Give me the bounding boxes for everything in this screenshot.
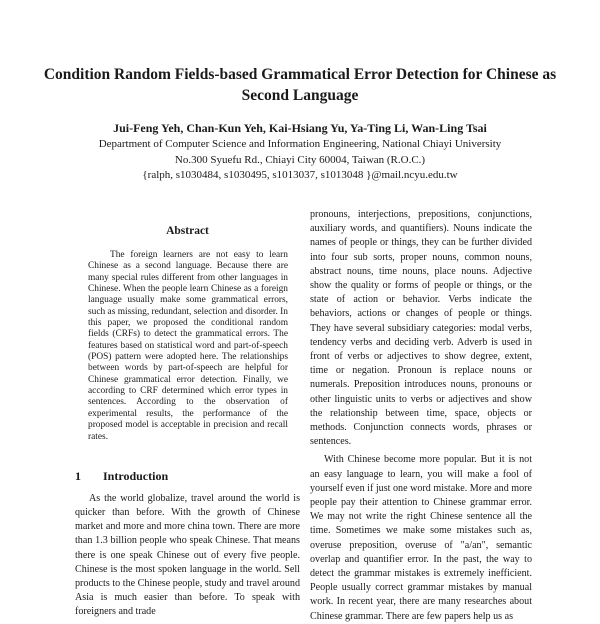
affiliation-address: No.300 Syuefu Rd., Chiayi City 60004, Taiwan (R.O.C.) — [174, 153, 426, 166]
intro-paragraph: As the world globalize, travel around the world is quicker than before. With the growth of Chinese market and more and more china town. There are more than 1.3 billion people who speak Chinese. That means there is one speak Chinese out of every five people. Chinese is the most spoken language in the world. Sell products to the Chinese people, study and travel around Asia is much easier than before. To speak with foreigners and trade — [75, 493, 300, 618]
pos-paragraph: pronouns, interjections, prepositions, conjunctions, auxiliary words, and quantifiers). Nouns indicate the names of people or things, they can be further divided into four sub sorts, proper nouns, common nouns, abstract nouns, time nouns, place nouns. Adjective show the quality or forms of people or things, or the state of action or behavior. Verbs indicate the behaviors, actions or changes of people or things. They have several subsidiary categories: modal verbs, tendency verbs and deciding verb. Adverb is used in front of verbs or adjectives to show degree, extent, time or negation. Pronoun is replace nouns or numerals. Preposition introduces nouns, pronouns or other linguistic units to verbs or adjectives and show the relationship between time, space, objects or methods. Conjunction connects words, phrases or sentences. — [310, 209, 532, 448]
affiliation-department: Department of Computer Science and Information Engineering, National Chiayi University — [98, 138, 502, 150]
section-title: Introduction — [103, 469, 169, 483]
section-number: 1 — [75, 469, 81, 483]
right-column — [310, 208, 532, 624]
grammar-paragraph: With Chinese become more popular. But it is not an easy language to learn, you will make a fool of yourself even if just one word mistake. More and more people pay their attention to Chinese grammar error. We may not write the right Chinese sentence all the time. Sometimes we make some mistakes such as, overuse preposition, overuse of "a/an", semantic overlap and quantifier error. In the past, the way to detect the grammar mistakes is extremely inefficient. People usually correct grammar mistakes by manual work. In recent year, there are many researches about Chinese grammar. There are few papers help us as — [310, 454, 533, 622]
section-heading — [75, 469, 305, 483]
author-list: Jui-Feng Yeh, Chan-Kun Yeh, Kai-Hsiang Yu, Ya-Ting Li, Wan-Ling Tsai — [113, 121, 487, 135]
paper-title: Condition Random Fields-based Grammatical Error Detection for Chinese as Second Language — [43, 66, 557, 104]
affiliation-emails: {ralph, s1030484, s1030495, s1013037, s1013048 }@mail.ncyu.edu.tw — [142, 169, 458, 181]
affiliation-block — [40, 137, 560, 184]
abstract-heading: Abstract — [166, 225, 209, 237]
abstract-text: The foreign learners are not easy to learn Chinese as a second language. Because there are many special rules different from other languages in Chinese. When the people learn Chinese as a foreign language usually make some grammatical errors, such as missing, redundant, selection and disorder. In this paper, we proposed the conditional random fields (CRFs) to detect the grammatical errors. The features based on statistical word and part-of-speech (POS) pattern were adopted here. The relationships between words by part-of-speech are helpful for Chinese grammatical error detection. Finally, we according to CRF determined which error types in sentences. According to the observation of experimental results, the performance of the proposed model is acceptable in precision and recall rates. — [88, 250, 288, 442]
